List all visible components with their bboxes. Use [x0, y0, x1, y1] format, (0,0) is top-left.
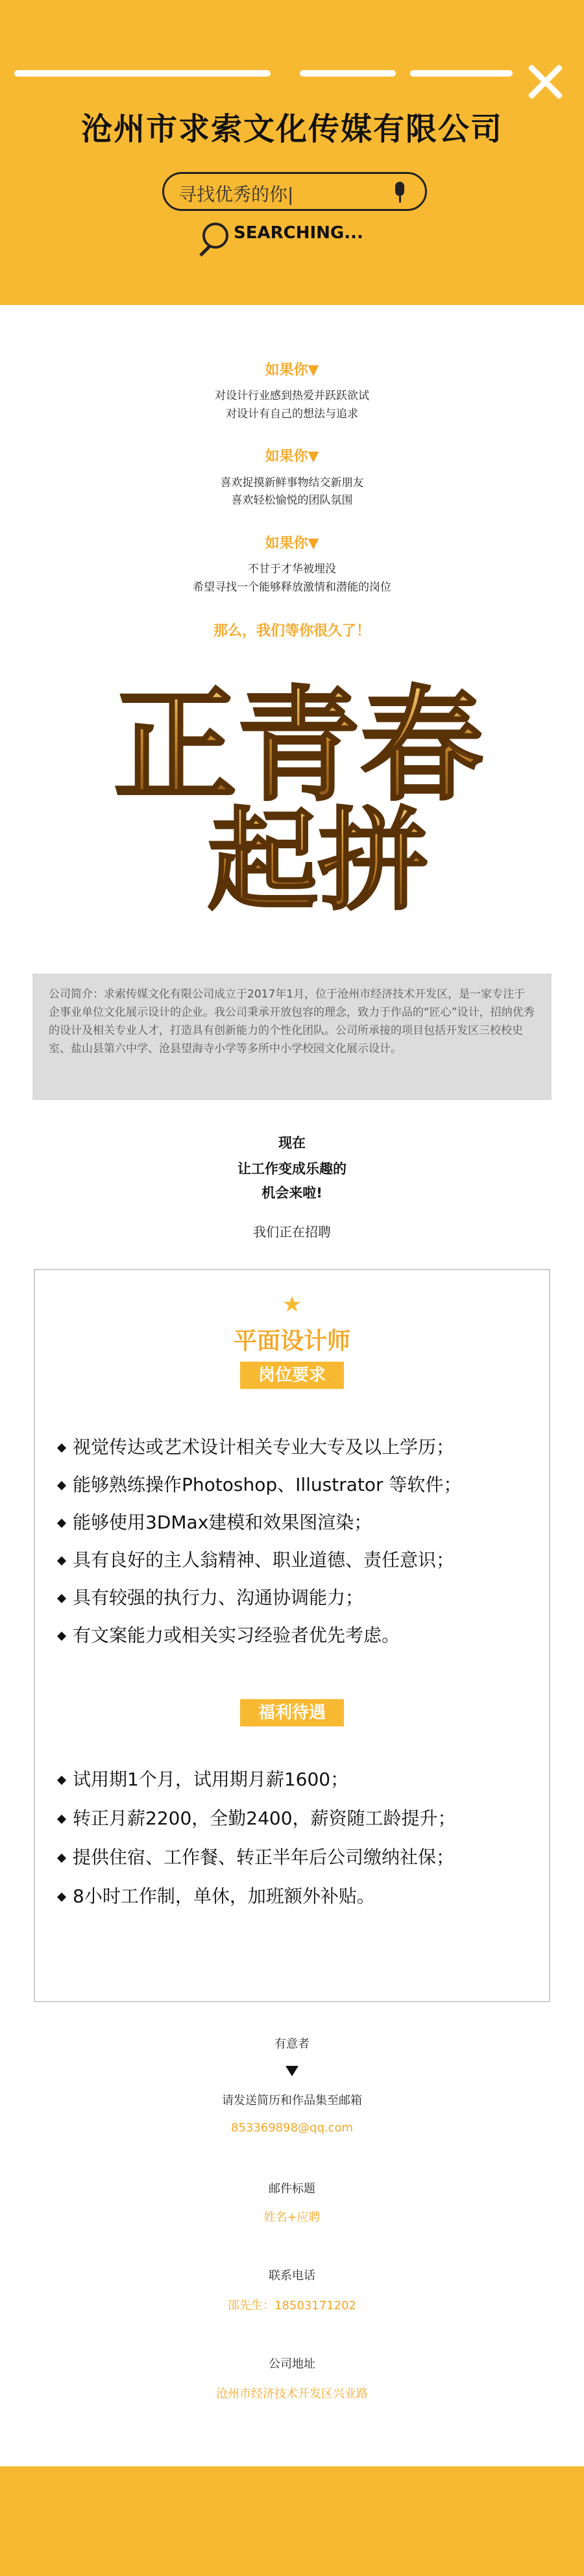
requirement-item: [58, 1433, 454, 1459]
now-line: 现在: [278, 1135, 306, 1151]
call-line-3: 机会来啦!: [262, 1185, 322, 1201]
close-icon[interactable]: [526, 62, 565, 101]
menu-line-2: [300, 70, 396, 77]
star-icon: ★: [282, 1292, 302, 1318]
bullet-icon: [57, 1443, 66, 1453]
bullet-icon: [57, 1519, 66, 1528]
company-description: 公司简介：求索传媒文化有限公司成立于2017年1月，位于沧州市经济技术开发区，是一家专注于企事业单位文化展示设计的企业。我公司秉承开放包容的理念，致力于作品的“匠心”设计，招纳优秀的设计及相关专业人才，打造具有创新能力的个性化团队。公司所承接的项目包括开发区三校校史室、盐山县第六中学、沧县望海寺小学等多所中小学校园文化展示设计。: [32, 974, 552, 1100]
menu-line-1: [14, 70, 271, 77]
requirement-item: [58, 1546, 454, 1572]
searching-text: SEARCHING...: [234, 223, 363, 243]
if-you-heading-2: 如果你▼: [265, 448, 319, 465]
benefit-item: [58, 1765, 348, 1791]
phone-label: 联系电话: [269, 2269, 315, 2283]
magnifier-icon: [202, 223, 228, 249]
benefits-tag: 福利待遇: [240, 1699, 344, 1726]
bullet-icon: [57, 1815, 66, 1824]
requirement-text: 有文案能力或相关实习经验者优先考虑。: [73, 1625, 400, 1646]
benefit-text: 转正月薪2200，全勤2400，薪资随工龄提升；: [73, 1808, 456, 1829]
if-you-heading-3: 如果你▼: [265, 535, 319, 552]
requirements-tag: 岗位要求: [240, 1362, 344, 1389]
slogan-line-1: 正青春: [113, 673, 484, 818]
requirement-item: [58, 1621, 400, 1647]
requirement-text: 能够使用3DMax建模和效果图渲染；: [73, 1512, 372, 1533]
address-label: 公司地址: [269, 2357, 315, 2371]
youth-slogan-graphic: [97, 659, 500, 915]
benefit-item: [58, 1804, 456, 1830]
header-banner: [0, 0, 584, 305]
job-title: 平面设计师: [233, 1328, 350, 1355]
bullet-icon: [57, 1556, 66, 1565]
bullet-icon: [57, 1854, 66, 1863]
footer-banner: [0, 2466, 584, 2576]
intro-line-1a: 对设计行业感到热爱并跃跃欲试: [215, 389, 369, 402]
microphone-icon: [395, 182, 404, 196]
intro-line-1b: 对设计有自己的想法与追求: [226, 408, 358, 421]
bullet-icon: [57, 1594, 66, 1603]
search-text: 寻找优秀的你|: [178, 184, 294, 205]
microphone-stand: [399, 196, 401, 202]
requirement-text: 能够熟练操作Photoshop、Illustrator 等软件；: [73, 1474, 462, 1495]
company-name: 沧州市求索文化传媒有限公司: [80, 111, 503, 147]
phone-value[interactable]: 邵先生：18503171202: [228, 2299, 356, 2312]
contact-intro: 有意者: [274, 2037, 310, 2051]
requirement-text: 具有较强的执行力、沟通协调能力；: [73, 1587, 364, 1608]
benefit-text: 试用期1个月，试用期月薪1600；: [73, 1769, 349, 1790]
if-you-heading-1: 如果你▼: [265, 362, 319, 378]
intro-line-2b: 喜欢轻松愉悦的团队氛围: [231, 494, 353, 507]
address-value: 沧州市经济技术开发区兴业路: [216, 2387, 368, 2401]
slogan-line-2: 起拼: [207, 796, 429, 915]
subject-value: 姓名+应聘: [263, 2211, 321, 2224]
intro-line-2a: 喜欢捉摸新鲜事物结交新朋友: [220, 476, 364, 489]
benefit-text: 8小时工作制，单休，加班额外补贴。: [73, 1885, 375, 1907]
requirement-item: [58, 1584, 363, 1610]
requirement-text: 视觉传达或艺术设计相关专业大专及以上学历；: [73, 1436, 455, 1458]
send-instruction: 请发送简历和作品集至邮箱: [222, 2094, 362, 2107]
recruiting-line: 我们正在招聘: [253, 1224, 331, 1240]
intro-line-3a: 不甘于才华被埋没: [248, 563, 336, 576]
waiting-line: 那么，我们等你很久了！: [213, 623, 371, 639]
requirement-item: [58, 1471, 461, 1497]
benefit-item: [58, 1882, 375, 1908]
benefit-item: [58, 1843, 454, 1869]
search-box[interactable]: [162, 172, 427, 211]
arrow-down-icon: [286, 2066, 298, 2076]
bullet-icon: [57, 1893, 66, 1902]
requirement-item: [58, 1508, 372, 1534]
bullet-icon: [57, 1632, 66, 1641]
subject-label: 邮件标题: [269, 2182, 315, 2196]
call-line-2: 让工作变成乐趣的: [237, 1161, 347, 1177]
email-link[interactable]: 853369898@qq.com: [230, 2121, 354, 2135]
magnifier-handle: [199, 245, 211, 257]
menu-line-3: [410, 70, 513, 77]
intro-line-3b: 希望寻找一个能够释放激情和潜能的岗位: [193, 581, 391, 594]
bullet-icon: [57, 1776, 66, 1785]
requirement-text: 具有良好的主人翁精神、职业道德、责任意识；: [73, 1549, 455, 1571]
bullet-icon: [57, 1481, 66, 1490]
benefit-text: 提供住宿、工作餐、转正半年后公司缴纳社保；: [73, 1846, 455, 1868]
